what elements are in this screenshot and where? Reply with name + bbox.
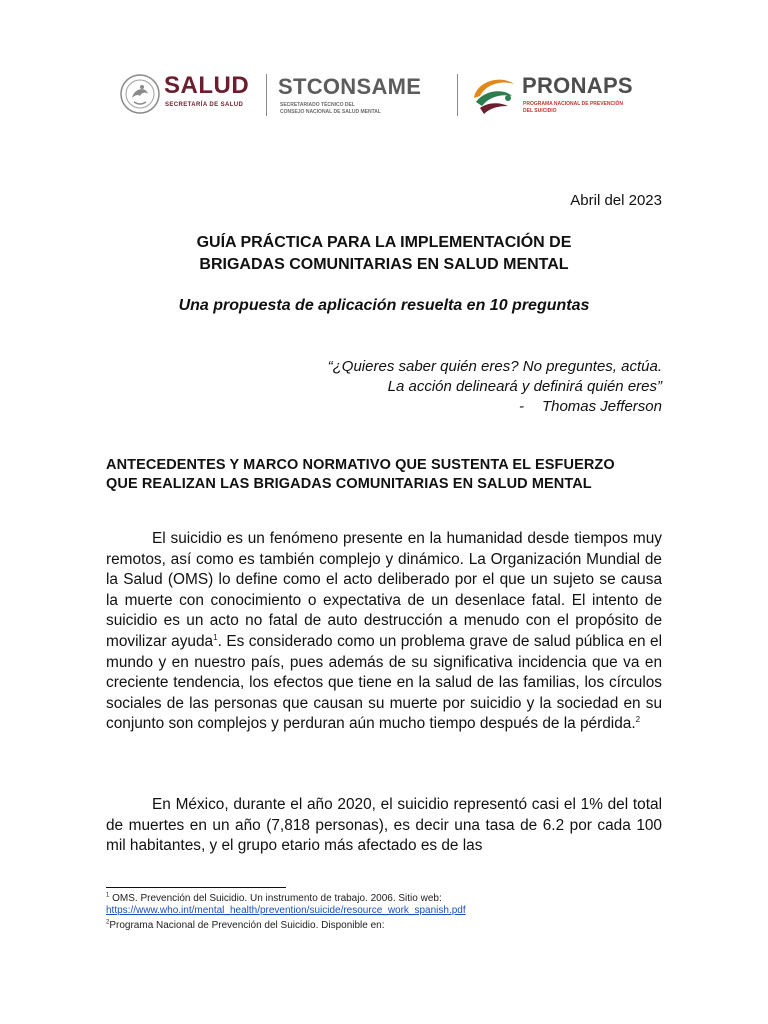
footnote-ref[interactable]: 2 bbox=[635, 715, 641, 725]
footnote-text: OMS. Prevención del Suicidio. Un instrumento de trabajo. 2006. Sitio web: bbox=[112, 893, 442, 904]
pronaps-wordmark: PRONAPS bbox=[522, 73, 633, 98]
title-line: BRIGADAS COMUNITARIAS EN SALUD MENTAL bbox=[199, 256, 569, 273]
section-heading-line: QUE REALIZAN LAS BRIGADAS COMUNITARIAS EN SALUD MENTAL bbox=[106, 476, 592, 492]
paragraph-text: . Es considerado como un problema grave de salud pública en el mundo y en nuestro país, pues además de su significativa incidencia que va en creciente tendencia, los efectos que tiene en la salud de las familias, los círculos sociales de las personas que causan su muerte por suicidio y la sociedad en su conjunto son complejos y perduran aún mucho tiempo después de la pérdida. bbox=[106, 632, 662, 733]
body-paragraph bbox=[106, 529, 662, 735]
quote-dash: - bbox=[518, 398, 524, 415]
logo-divider bbox=[457, 74, 458, 116]
stconsame-logo bbox=[278, 70, 448, 120]
quote-author: Thomas Jefferson bbox=[541, 398, 662, 415]
document-title bbox=[106, 232, 662, 276]
paragraph-text: El suicidio es un fenómeno presente en la humanidad desde tiempos muy remotos, así como es también complejo y dinámico. La Organización Mundial de la Salud (OMS) lo define como el acto deliberado por el que un sujeto se causa la muerte con conocimiento o expectativa de un desenlace fatal. El intento de suicidio es un acto no fatal de auto destrucción a menudo con el propósito de movilizar ayuda bbox=[106, 530, 662, 650]
footnote-ref[interactable]: 1 bbox=[213, 632, 218, 642]
section-heading-line: ANTECEDENTES Y MARCO NORMATIVO QUE SUSTENTA EL ESFUERZO bbox=[106, 457, 615, 473]
body-paragraph: En México, durante el año 2020, el suicidio representó casi el 1% del total de muertes en un año (7,818 personas), es decir una tasa de 6.2 por cada 100 mil habitantes, y el grupo etario más afectado es de las bbox=[106, 796, 662, 855]
quote-attribution bbox=[328, 397, 662, 417]
section-heading bbox=[106, 456, 666, 494]
footnote-divider bbox=[106, 887, 286, 888]
footnote-number: 2 bbox=[106, 919, 110, 926]
pronaps-subtitle bbox=[523, 101, 623, 115]
epigraph-quote bbox=[328, 357, 662, 417]
quote-line: “¿Quieres saber quién eres? No preguntes, actúa. bbox=[327, 358, 662, 375]
salud-wordmark: SALUD bbox=[164, 72, 250, 99]
document-date: Abril del 2023 bbox=[570, 192, 662, 209]
logo-divider bbox=[266, 74, 267, 116]
footnote-link[interactable]: https://www.who.int/mental_health/prevention/suicide/resource_work_spanish.pdf bbox=[106, 905, 466, 916]
footnote-text: Programa Nacional de Prevención del Suicidio. Disponible en: bbox=[109, 920, 385, 931]
pronaps-logo bbox=[470, 70, 660, 120]
national-seal-icon bbox=[120, 72, 160, 116]
document-subtitle: Una propuesta de aplicación resuelta en 10 preguntas bbox=[178, 297, 590, 314]
pronaps-subtitle-line: DEL SUICIDIO bbox=[523, 108, 557, 114]
footnote-number: 1 bbox=[106, 892, 110, 899]
salud-subtitle: SECRETARÍA DE SALUD bbox=[165, 102, 244, 108]
logo-header bbox=[118, 70, 658, 122]
pronaps-subtitle-line: PROGRAMA NACIONAL DE PREVENCIÓN bbox=[523, 101, 624, 107]
title-line: GUÍA PRÁCTICA PARA LA IMPLEMENTACIÓN DE bbox=[196, 234, 572, 251]
stconsame-subtitle-line: CONSEJO NACIONAL DE SALUD MENTAL bbox=[280, 109, 381, 115]
stconsame-subtitle bbox=[280, 102, 381, 116]
quote-line: La acción delineará y definirá quién eres” bbox=[387, 378, 662, 395]
footnote bbox=[106, 893, 662, 917]
stconsame-subtitle-line: SECRETARIADO TÉCNICO DEL bbox=[280, 102, 355, 108]
pronaps-emblem-icon bbox=[470, 72, 518, 116]
salud-logo bbox=[118, 70, 258, 120]
stconsame-wordmark: STCONSAME bbox=[278, 74, 422, 99]
footnote bbox=[106, 920, 662, 932]
